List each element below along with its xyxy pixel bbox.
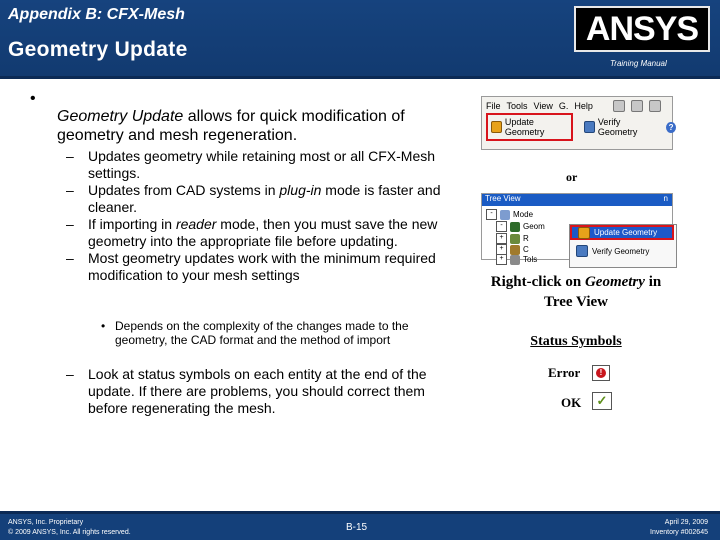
- or-label: or: [566, 170, 578, 184]
- verify-geometry-icon: [576, 245, 588, 257]
- tree-view-title-bar: [482, 194, 672, 206]
- dash-symbol: –: [66, 250, 74, 266]
- update-geometry-icon: [578, 227, 590, 239]
- expand-icon[interactable]: -: [486, 209, 497, 220]
- close-icon[interactable]: n: [663, 194, 668, 203]
- verify-geometry-icon: [584, 121, 595, 133]
- page-title: Geometry Update: [8, 38, 188, 61]
- tree-node-geometry[interactable]: [496, 221, 545, 232]
- expand-icon[interactable]: +: [496, 244, 507, 255]
- help-icon[interactable]: ?: [666, 122, 676, 133]
- ok-symbol-box: [592, 392, 612, 410]
- list-item-text: If importing in reader mode, then you must save the new geometry into the appropriate file before updating.: [88, 216, 438, 249]
- node-icon: [510, 255, 520, 265]
- toolbar-icon[interactable]: [649, 100, 661, 112]
- dash-list: [66, 148, 446, 284]
- context-menu: [569, 224, 677, 268]
- toolbar-row: [482, 115, 676, 139]
- verify-geometry-button[interactable]: [581, 115, 658, 139]
- list-item: [66, 366, 446, 417]
- checkmark-icon: ✓: [596, 393, 608, 408]
- toolbar-icon[interactable]: [613, 100, 625, 112]
- training-manual-label: Training Manual: [610, 59, 667, 68]
- list-item: [66, 182, 446, 216]
- ansys-logo: [574, 6, 710, 52]
- context-menu-update-geometry[interactable]: [570, 225, 674, 240]
- caption-prefix: Right-click on: [490, 274, 585, 290]
- footer-date: April 29, 2009: [664, 519, 708, 526]
- sub-bullet-symbol: •: [101, 319, 106, 333]
- node-icon: [510, 234, 520, 244]
- expand-icon[interactable]: +: [496, 233, 507, 244]
- tree-node-label: Mode: [513, 210, 534, 219]
- list-item: [66, 216, 446, 250]
- menu-bar: [482, 97, 676, 114]
- node-icon: [510, 245, 520, 255]
- footer-proprietary: ANSYS, Inc. Proprietary: [8, 519, 84, 526]
- expand-icon[interactable]: -: [496, 221, 507, 232]
- error-label: Error: [548, 365, 581, 380]
- update-geometry-icon: [491, 121, 502, 133]
- tree-node-tols[interactable]: [496, 254, 537, 265]
- sub-list-item-text: Depends on the complexity of the changes made to the geometry, the CAD format and the method of import: [115, 319, 409, 347]
- sub-list: [101, 319, 446, 347]
- dash-symbol: –: [66, 366, 74, 382]
- error-icon: !: [596, 368, 606, 378]
- toolbar-screenshot: [481, 96, 673, 150]
- dash-list-last: [66, 366, 446, 417]
- update-geometry-label: Update Geometry: [504, 117, 545, 137]
- caption-emphasis: Geometry: [584, 274, 645, 290]
- menu-item-view[interactable]: View: [533, 100, 553, 111]
- bullet-symbol: •: [30, 90, 36, 107]
- list-item-text: Updates geometry while retaining most or all CFX-Mesh settings.: [88, 148, 436, 181]
- error-symbol-box: [592, 365, 610, 381]
- footer-inventory: Inventory #002645: [650, 529, 708, 536]
- list-item-text: Updates from CAD systems in plug-in mode is faster and cleaner.: [88, 182, 441, 215]
- geometry-icon: [510, 222, 520, 232]
- update-geometry-button[interactable]: [486, 113, 573, 141]
- toolbar-icon[interactable]: [631, 100, 643, 112]
- context-menu-verify-geometry[interactable]: [570, 244, 674, 258]
- tree-node-label: C: [523, 245, 529, 254]
- list-item-text: Most geometry updates work with the minimum required modification to your mesh settings: [88, 250, 436, 283]
- tree-node-label: Geom: [523, 222, 545, 231]
- context-menu-label: Verify Geometry: [592, 246, 650, 256]
- dash-symbol: –: [66, 148, 74, 164]
- dash-symbol: –: [66, 216, 74, 232]
- list-item-text: Look at status symbols on each entity at the end of the update. If there are problems, you should correct them before regenerating the mesh.: [88, 366, 427, 416]
- footer-copyright: © 2009 ANSYS, Inc. All rights reserved.: [8, 529, 131, 536]
- right-click-caption: [478, 272, 674, 312]
- expand-icon[interactable]: +: [496, 254, 507, 265]
- list-item: [66, 250, 446, 284]
- logo-text: ANSYS: [585, 9, 699, 48]
- status-symbols-title: Status Symbols: [530, 334, 622, 349]
- bullet-text: [57, 107, 457, 145]
- sub-list-item: [101, 319, 446, 347]
- dash-symbol: –: [66, 182, 74, 198]
- tree-node-mode[interactable]: [486, 209, 533, 220]
- tree-view-title: Tree View: [485, 194, 521, 203]
- tree-node-label: R: [523, 234, 529, 243]
- tree-view-screenshot: [481, 193, 673, 264]
- header-divider: [0, 76, 720, 79]
- context-menu-label: Update Geometry: [594, 228, 658, 237]
- bullet-text-content: Geometry Update allows for quick modification of geometry and mesh regeneration.: [57, 108, 405, 144]
- model-icon: [500, 210, 510, 220]
- list-item: [66, 148, 446, 182]
- tree-node-label: Tols: [523, 255, 538, 264]
- menu-item-help[interactable]: Help: [574, 100, 593, 111]
- caption-suffix: in Tree View: [543, 274, 662, 310]
- page-number: B-15: [346, 522, 368, 533]
- ok-label: OK: [561, 395, 582, 410]
- menu-item-g[interactable]: G.: [558, 100, 569, 111]
- menu-item-tools[interactable]: Tools: [506, 100, 528, 111]
- appendix-label: Appendix B: CFX-Mesh: [8, 6, 185, 23]
- menu-item-file[interactable]: File: [486, 100, 501, 111]
- verify-geometry-label: Verify Geometry: [597, 117, 638, 137]
- tree-node-r[interactable]: [496, 233, 529, 244]
